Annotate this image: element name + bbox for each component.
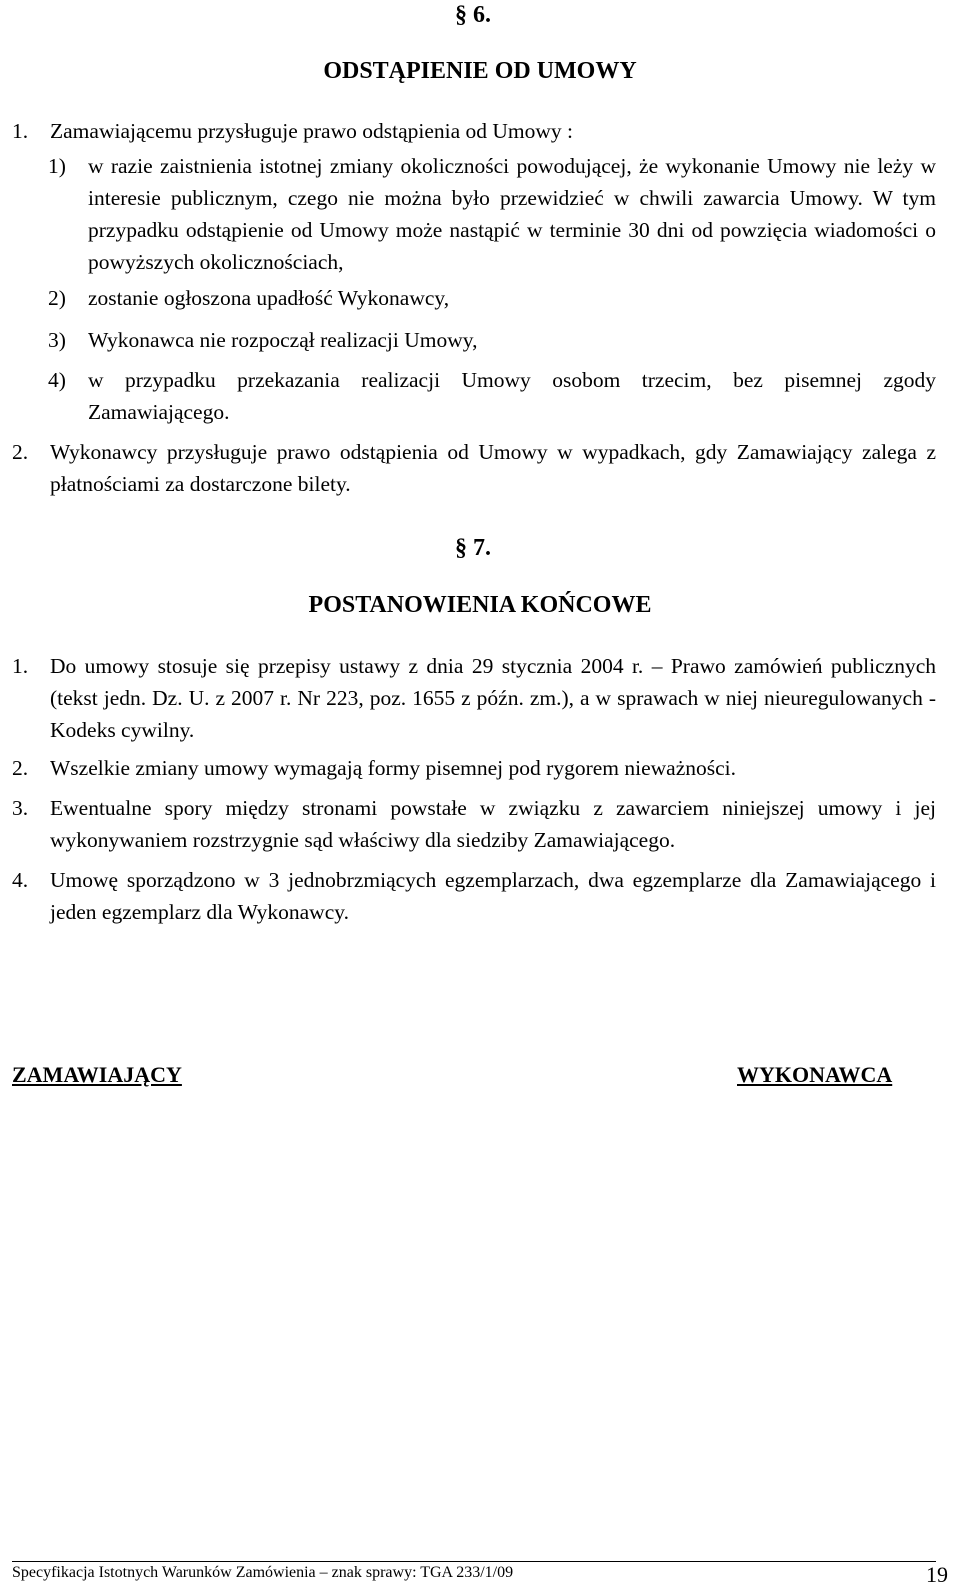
signature-contractor: WYKONAWCA (737, 1062, 893, 1087)
item-number: 1) (48, 154, 66, 178)
item-text: w przypadku przekazania realizacji Umowy osobom trzecim, bez pisemnej zgody Zamawiającego. (88, 368, 936, 424)
item-text: w razie zaistnienia istotnej zmiany okoliczności powodującej, że wykonanie Umowy nie leży w interesie publicznym, czego nie można było przewidzieć w chwili zawarcia Umowy. W tym przypadku odstąpienie od Umowy może nastąpić w terminie 30 dni od powzięcia wiadomości o powyższych okolicznościach, (88, 154, 936, 274)
paragraph-text: Umowę sporządzono w 3 jednobrzmiących egzemplarzach, dwa egzemplarze dla Zamawiającego i jeden egzemplarz dla Wykonawcy. (50, 868, 936, 924)
paragraph-number: 2. (12, 440, 29, 464)
paragraph-text: Zamawiającemu przysługuje prawo odstąpienia od Umowy : (50, 119, 574, 143)
section-6-title: ODSTĄPIENIE OD UMOWY (323, 58, 637, 84)
section-6-item-2 (48, 282, 936, 314)
paragraph-number: 4. (12, 868, 29, 892)
paragraph-text: Wykonawcy przysługuje prawo odstąpienia od Umowy w wypadkach, gdy Zamawiający zalega z płatnościami za dostarczone bilety. (50, 440, 936, 496)
section-7-paragraph-2 (12, 752, 936, 784)
paragraph-number: 1. (12, 654, 29, 678)
paragraph-number: 3. (12, 796, 29, 820)
section-7-title: POSTANOWIENIA KOŃCOWE (308, 592, 652, 618)
section-7-paragraph-4 (12, 864, 936, 928)
item-text: zostanie ogłoszona upadłość Wykonawcy, (88, 286, 450, 310)
footer-text: Specyfikacja Istotnych Warunków Zamówienia – znak sprawy: TGA 233/1/09 (12, 1564, 514, 1581)
section-6-paragraph-1 (12, 115, 936, 147)
item-number: 3) (48, 328, 66, 352)
section-7-number: § 7. (455, 535, 491, 561)
section-7-paragraph-1 (12, 650, 936, 746)
section-7-paragraph-3 (12, 792, 936, 856)
paragraph-number: 1. (12, 119, 29, 143)
section-6-number: § 6. (455, 2, 491, 28)
item-number: 2) (48, 286, 66, 310)
item-text: Wykonawca nie rozpoczął realizacji Umowy, (88, 328, 478, 352)
section-6-item-1 (48, 150, 936, 278)
page-number: 19 (926, 1562, 948, 1587)
paragraph-text: Ewentualne spory między stronami powstałe w związku z zawarciem niniejszej umowy i jej wykonywaniem rozstrzygnie sąd właściwy dla siedziby Zamawiającego. (50, 796, 936, 852)
section-6-paragraph-2 (12, 436, 936, 500)
paragraph-text: Do umowy stosuje się przepisy ustawy z dnia 29 stycznia 2004 r. – Prawo zamówień publicznych (tekst jedn. Dz. U. z 2007 r. Nr 223, poz. 1655 z późn. zm.), a w sprawach w niej nieuregulowanych - Kodeks cywilny. (50, 654, 936, 742)
signature-contracting-authority: ZAMAWIAJĄCY (12, 1062, 182, 1087)
paragraph-text: Wszelkie zmiany umowy wymagają formy pisemnej pod rygorem nieważności. (50, 756, 737, 780)
section-6-item-4 (48, 364, 936, 428)
item-number: 4) (48, 368, 66, 392)
footer-divider (12, 1561, 936, 1562)
paragraph-number: 2. (12, 756, 29, 780)
section-6-item-3 (48, 324, 936, 356)
